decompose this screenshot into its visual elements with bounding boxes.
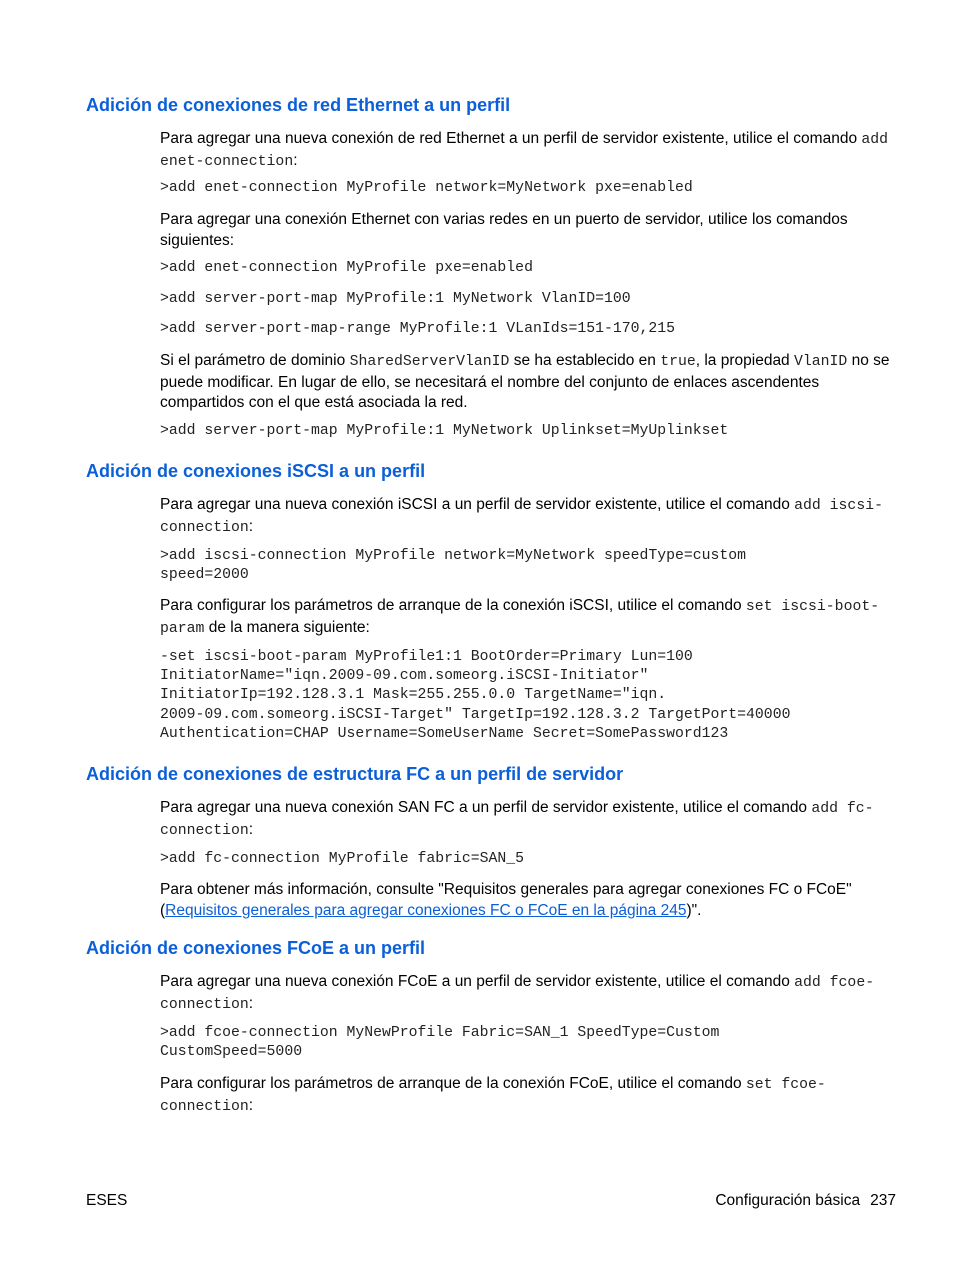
section-heading-fcoe: Adición de conexiones FCoE a un perfil [86,938,426,958]
inline-code: true [660,354,696,370]
code-block-uplinkset: >add server-port-map MyProfile:1 MyNetwork Uplinkset=MyUplinkset [160,423,729,439]
code-block-server-port-map-range: >add server-port-map-range MyProfile:1 VLanIds=151-170,215 [160,321,676,337]
code-block-add-fcoe: >add fcoe-connection MyNewProfile Fabric=SAN_1 SpeedType=Custom CustomSpeed=5000 [160,1025,720,1061]
inline-code: set iscsi-boot-param [160,599,880,637]
text: Para agregar una nueva conexión SAN FC a un perfil de servidor existente, utilice el comando [160,799,808,816]
paragraph-fc-intro [160,798,890,841]
code-block-server-port-map: >add server-port-map MyProfile:1 MyNetwork VlanID=100 [160,291,631,307]
inline-code: set fcoe-connection [160,1077,826,1115]
text: : [248,820,254,838]
text: no se puede modificar. En lugar de ello, se necesitará el nombre del conjunto de enlaces ascendentes compartidos con el que está asociada la red. [160,352,890,411]
text: : [248,994,254,1012]
text: , la propiedad [695,352,790,369]
section-heading-ethernet: Adición de conexiones de red Ethernet a un perfil [86,95,511,115]
footer-section-title: Configuración básica [715,1192,861,1209]
requirements-link[interactable]: Requisitos generales para agregar conexiones FC o FCoE en la página 245 [165,901,687,919]
code-block-add-enet-pxe: >add enet-connection MyProfile pxe=enabled [160,260,533,276]
code-block-add-fc: >add fc-connection MyProfile fabric=SAN_5 [160,851,525,867]
code-block-add-enet: >add enet-connection MyProfile network=MyNetwork pxe=enabled [160,180,693,196]
inline-code: add fc-connection [160,801,874,839]
text: se ha establecido en [513,352,656,369]
footer-language-code: ESES [86,1192,128,1209]
text: Para configurar los parámetros de arranque de la conexión iSCSI, utilice el comando [160,597,742,614]
text: : [248,517,254,535]
paragraph-iscsi-boot [160,596,890,639]
inline-code: SharedServerVlanID [349,354,510,370]
code-block-iscsi-boot-param: -set iscsi-boot-param MyProfile1:1 BootOrder=Primary Lun=100 InitiatorName="iqn.2009-09.com.someorg.iSCSI-Initiator" InitiatorIp=192.128.3.1 Mask=255.255.0.0 TargetName="iqn. 2009-09.com.someorg.iSCSI-Target" TargetIp=192.128.3.2 TargetPort=40000 Authentication=CHAP Username=SomeUserName Secret=SomePassword123 [160,649,791,742]
text: Si el parámetro de dominio [160,352,346,369]
paragraph-fcoe-boot [160,1074,890,1117]
paragraph-ethernet-intro [160,129,890,172]
text: Para agregar una nueva conexión FCoE a un perfil de servidor existente, utilice el comando [160,973,790,990]
text: de la manera siguiente: [208,618,370,636]
paragraph-fc-more-info [160,880,890,921]
paragraph-vlan-note [160,351,890,414]
inline-code: add iscsi-connection [160,498,883,536]
text: Para agregar una nueva conexión iSCSI a un perfil de servidor existente, utilice el comando [160,496,790,513]
code-block-add-iscsi: >add iscsi-connection MyProfile network=MyNetwork speedType=custom speed=2000 [160,548,747,584]
paragraph-ethernet-multi: Para agregar una conexión Ethernet con varias redes en un puerto de servidor, utilice los comandos siguientes: [160,211,848,249]
text: )". [686,901,702,919]
text: Para obtener más información, consulte "Requisitos generales para agregar conexiones FC o FCoE" ( [160,881,852,919]
section-heading-iscsi: Adición de conexiones iSCSI a un perfil [86,461,426,481]
paragraph-fcoe-intro [160,972,890,1015]
text: Para agregar una nueva conexión de red Ethernet a un perfil de servidor existente, utilice el comando [160,130,858,147]
page-number: 237 [870,1192,896,1209]
paragraph-iscsi-intro [160,495,890,538]
text: Para configurar los parámetros de arranque de la conexión FCoE, utilice el comando [160,1075,742,1092]
text: : [248,1096,254,1114]
inline-code: add enet-connection [160,132,889,170]
inline-code: add fcoe-connection [160,975,875,1013]
text: : [293,151,298,169]
inline-code: VlanID [794,354,848,370]
section-heading-fc: Adición de conexiones de estructura FC a un perfil de servidor [86,764,624,784]
footer-section-page [715,1192,896,1210]
